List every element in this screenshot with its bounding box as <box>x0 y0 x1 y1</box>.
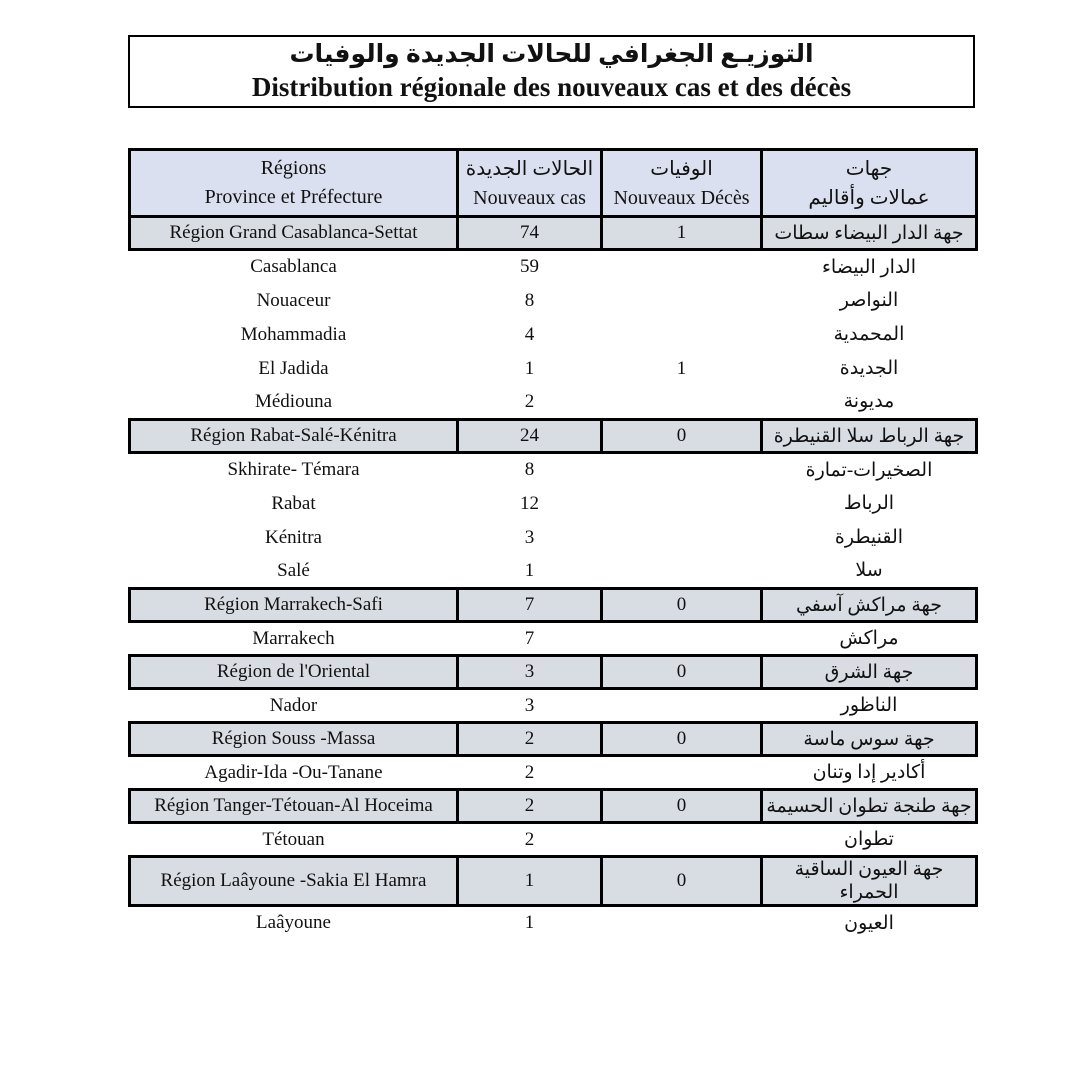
region-row <box>130 420 977 453</box>
deaths-cell <box>602 284 762 318</box>
deaths-cell: 1 <box>602 217 762 250</box>
cases-cell: 7 <box>458 622 602 656</box>
header-row <box>130 150 977 217</box>
region-row <box>130 723 977 756</box>
name-cell: Région Rabat-Salé-Kénitra <box>130 420 458 453</box>
deaths-cell <box>602 453 762 487</box>
arabic-name-cell: سلا <box>762 555 977 589</box>
name-cell: Région Grand Casablanca-Settat <box>130 217 458 250</box>
region-row <box>130 656 977 689</box>
arabic-name-cell: الجديدة <box>762 352 977 386</box>
arabic-name-cell: الصخيرات-تمارة <box>762 453 977 487</box>
cases-cell: 2 <box>458 823 602 857</box>
arabic-name-cell: جهة مراكش آسفي <box>762 589 977 622</box>
table-body <box>130 217 977 940</box>
arabic-name-cell: العيون <box>762 906 977 940</box>
detail-row <box>130 453 977 487</box>
name-cell: Agadir-Ida -Ou-Tanane <box>130 756 458 790</box>
name-cell: Région Marrakech-Safi <box>130 589 458 622</box>
cases-cell: 59 <box>458 250 602 284</box>
arabic-name-cell: أكادير إدا وتنان <box>762 756 977 790</box>
name-cell: Marrakech <box>130 622 458 656</box>
arabic-name-cell: جهة الشرق <box>762 656 977 689</box>
cases-cell: 8 <box>458 453 602 487</box>
detail-row <box>130 622 977 656</box>
regions-table <box>128 148 978 940</box>
name-cell: Rabat <box>130 487 458 521</box>
cases-cell: 7 <box>458 589 602 622</box>
region-row <box>130 217 977 250</box>
deaths-cell: 0 <box>602 589 762 622</box>
name-cell: Région Tanger-Tétouan-Al Hoceima <box>130 790 458 823</box>
detail-row <box>130 906 977 940</box>
arabic-name-cell: القنيطرة <box>762 521 977 555</box>
deaths-cell <box>602 555 762 589</box>
deaths-cell <box>602 487 762 521</box>
header-arabic-line2: عمالات وأقاليم <box>808 187 930 210</box>
header-deaths-french: Nouveaux Décès <box>613 186 750 209</box>
deaths-cell <box>602 906 762 940</box>
deaths-cell: 0 <box>602 790 762 823</box>
detail-row <box>130 521 977 555</box>
arabic-name-cell: الناظور <box>762 689 977 723</box>
cases-cell: 3 <box>458 656 602 689</box>
name-cell: Skhirate- Témara <box>130 453 458 487</box>
title-french: Distribution régionale des nouveaux cas et des décès <box>251 71 852 102</box>
deaths-cell: 0 <box>602 857 762 906</box>
name-cell: Nouaceur <box>130 284 458 318</box>
cases-cell: 2 <box>458 386 602 420</box>
name-cell: Nador <box>130 689 458 723</box>
cases-cell: 1 <box>458 555 602 589</box>
cases-cell: 1 <box>458 352 602 386</box>
cases-cell: 1 <box>458 857 602 906</box>
arabic-name-cell: الرباط <box>762 487 977 521</box>
arabic-name-cell: تطوان <box>762 823 977 857</box>
cases-cell: 2 <box>458 790 602 823</box>
header-cell-new-deaths <box>602 150 762 217</box>
header-arabic-line1: جهات <box>845 157 893 180</box>
header-cell-arabic-regions <box>762 150 977 217</box>
name-cell: Casablanca <box>130 250 458 284</box>
deaths-cell <box>602 250 762 284</box>
arabic-name-cell: المحمدية <box>762 318 977 352</box>
region-row <box>130 589 977 622</box>
header-cell-new-cases <box>458 150 602 217</box>
detail-row <box>130 756 977 790</box>
name-cell: Laâyoune <box>130 906 458 940</box>
title-box <box>128 35 975 108</box>
cases-cell: 24 <box>458 420 602 453</box>
name-cell: El Jadida <box>130 352 458 386</box>
cases-cell: 12 <box>458 487 602 521</box>
name-cell: Région Souss -Massa <box>130 723 458 756</box>
arabic-name-cell: جهة الرباط سلا القنيطرة <box>762 420 977 453</box>
arabic-name-cell: مراكش <box>762 622 977 656</box>
name-cell: Tétouan <box>130 823 458 857</box>
deaths-cell <box>602 318 762 352</box>
name-cell: Région de l'Oriental <box>130 656 458 689</box>
deaths-cell <box>602 521 762 555</box>
name-cell: Région Laâyoune -Sakia El Hamra <box>130 857 458 906</box>
region-row <box>130 790 977 823</box>
deaths-cell <box>602 386 762 420</box>
cases-cell: 4 <box>458 318 602 352</box>
detail-row <box>130 318 977 352</box>
cases-cell: 3 <box>458 689 602 723</box>
arabic-name-cell: جهة سوس ماسة <box>762 723 977 756</box>
detail-row <box>130 284 977 318</box>
detail-row <box>130 555 977 589</box>
name-cell: Médiouna <box>130 386 458 420</box>
deaths-cell: 0 <box>602 723 762 756</box>
detail-row <box>130 823 977 857</box>
cases-cell: 1 <box>458 906 602 940</box>
detail-row <box>130 689 977 723</box>
deaths-cell: 1 <box>602 352 762 386</box>
deaths-cell <box>602 622 762 656</box>
arabic-name-cell: مديونة <box>762 386 977 420</box>
deaths-cell: 0 <box>602 420 762 453</box>
header-cell-regions <box>130 150 458 217</box>
name-cell: Mohammadia <box>130 318 458 352</box>
header-cases-arabic: الحالات الجديدة <box>465 158 594 181</box>
cases-cell: 74 <box>458 217 602 250</box>
detail-row <box>130 487 977 521</box>
header-regions-line1: Régions <box>260 157 327 179</box>
detail-row <box>130 386 977 420</box>
header-deaths-arabic: الوفيات <box>650 158 713 181</box>
arabic-name-cell: جهة العيون الساقية الحمراء <box>762 857 977 906</box>
deaths-cell <box>602 689 762 723</box>
detail-row <box>130 352 977 386</box>
cases-cell: 2 <box>458 723 602 756</box>
deaths-cell <box>602 756 762 790</box>
detail-row <box>130 250 977 284</box>
arabic-name-cell: النواصر <box>762 284 977 318</box>
header-regions-line2: Province et Préfecture <box>204 186 383 208</box>
cases-cell: 3 <box>458 521 602 555</box>
arabic-name-cell: جهة طنجة تطوان الحسيمة <box>762 790 977 823</box>
header-cases-french: Nouveaux cas <box>473 186 586 209</box>
deaths-cell: 0 <box>602 656 762 689</box>
name-cell: Salé <box>130 555 458 589</box>
arabic-name-cell: الدار البيضاء <box>762 250 977 284</box>
arabic-name-cell: جهة الدار البيضاء سطات <box>762 217 977 250</box>
title-arabic: التوزيـع الجغرافي للحالات الجديدة والوفيات <box>289 40 814 68</box>
name-cell: Kénitra <box>130 521 458 555</box>
region-row <box>130 857 977 906</box>
deaths-cell <box>602 823 762 857</box>
cases-cell: 8 <box>458 284 602 318</box>
cases-cell: 2 <box>458 756 602 790</box>
